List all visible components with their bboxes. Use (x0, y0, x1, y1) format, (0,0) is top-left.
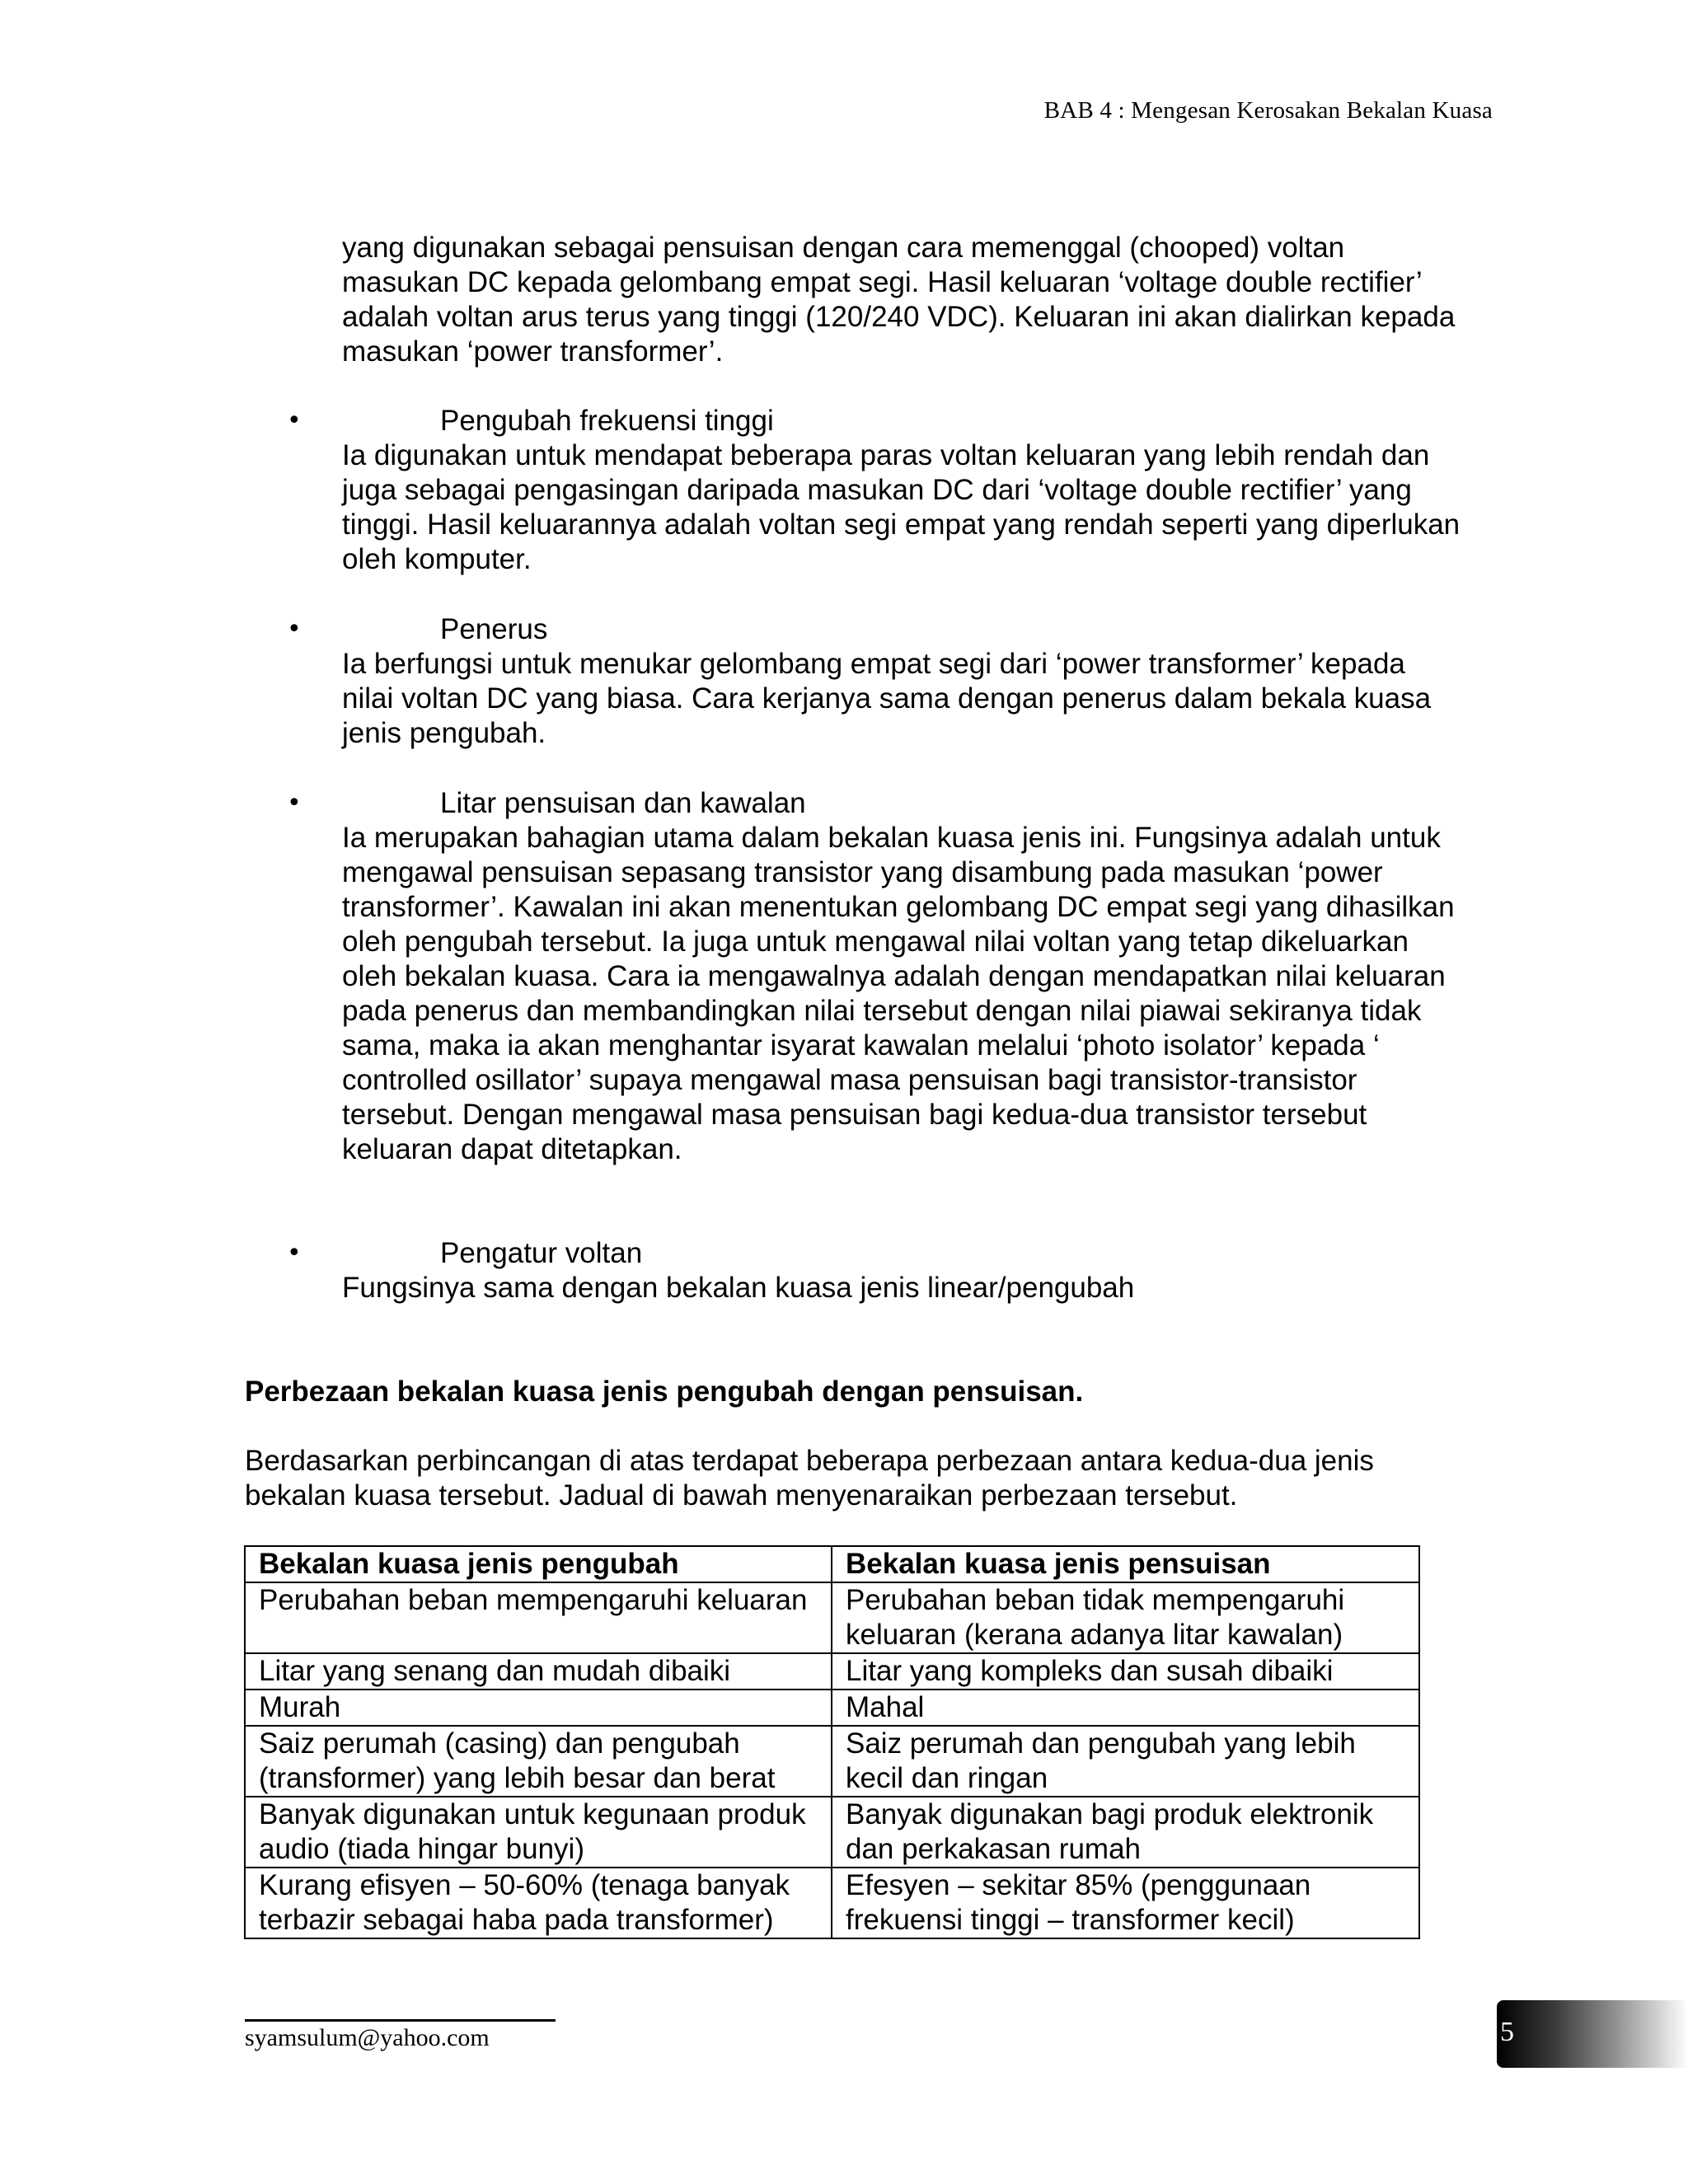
bullet-marker: • (287, 615, 302, 644)
bullet-title-pengubah-frekuensi: Pengubah frekuensi tinggi (440, 405, 774, 437)
table-header-cell: Bekalan kuasa jenis pensuisan (832, 1546, 1419, 1582)
table-cell: Litar yang senang dan mudah dibaiki (245, 1653, 832, 1690)
page-number-tab (1497, 2000, 1688, 2068)
page-number: 5 (1500, 2017, 1514, 2047)
footer-email: syamsulum@yahoo.com (245, 2024, 490, 2051)
bullet-title-litar-pensuisan: Litar pensuisan dan kawalan (440, 787, 806, 819)
table-row (245, 1797, 1419, 1868)
table-cell: Banyak digunakan bagi produk elektronik dan perkakasan rumah (832, 1797, 1419, 1868)
table-cell: Perubahan beban tidak mempengaruhi keluaran (kerana adanya litar kawalan) (832, 1582, 1419, 1653)
table-cell: Litar yang kompleks dan susah dibaiki (832, 1653, 1419, 1690)
table-header-cell: Bekalan kuasa jenis pengubah (245, 1546, 832, 1582)
bullet-text-litar-pensuisan: Ia merupakan bahagian utama dalam bekalan kuasa jenis ini. Fungsinya adalah untuk mengawal pensuisan sepasang transistor yang disambung pada masukan ‘power transformer’. Kawalan ini akan menentukan gelombang DC empat segi yang dihasilkan oleh pengubah tersebut. Ia juga untuk mengawal nilai voltan yang tetap dikeluarkan oleh bekalan kuasa. Cara ia mengawalnya adalah dengan mendapatkan nilai keluaran pada penerus dan membandingkan nilai tersebut dengan nilai piawai sekiranya tidak sama, maka ia akan menghantar isyarat kawalan melalui ‘photo isolator’ kepada ‘ controlled osillator’ supaya mengawal masa pensuisan bagi transistor-transistor tersebut. Dengan mengawal masa pensuisan bagi kedua-dua transistor tersebut keluaran dapat ditetapkan. (342, 822, 1455, 1165)
table-cell: Efesyen – sekitar 85% (penggunaan frekuensi tinggi – transformer kecil) (832, 1868, 1419, 1938)
table-cell: Saiz perumah (casing) dan pengubah (transformer) yang lebih besar dan berat (245, 1726, 832, 1797)
table-cell: Saiz perumah dan pengubah yang lebih kecil dan ringan (832, 1726, 1419, 1797)
bullet-text-penerus: Ia berfungsi untuk menukar gelombang empat segi dari ‘power transformer’ kepada nilai voltan DC yang biasa. Cara kerjanya sama dengan penerus dalam bekala kuasa jenis pengubah. (342, 648, 1432, 749)
running-header: BAB 4 : Mengesan Kerosakan Bekalan Kuasa (1043, 97, 1493, 124)
bullet-marker: • (287, 406, 302, 435)
table-cell: Mahal (832, 1690, 1419, 1726)
bullet-text-pengatur-voltan: Fungsinya sama dengan bekalan kuasa jenis linear/pengubah (342, 1272, 1135, 1304)
table-row (245, 1726, 1419, 1797)
table-cell: Banyak digunakan untuk kegunaan produk audio (tiada hingar bunyi) (245, 1797, 832, 1868)
bullet-title-pengatur-voltan: Pengatur voltan (440, 1237, 643, 1269)
table-row (245, 1690, 1419, 1726)
bullet-marker: • (287, 1239, 302, 1268)
bullet-text-pengubah-frekuensi: Ia digunakan untuk mendapat beberapa paras voltan keluaran yang lebih rendah dan juga sebagai pengasingan daripada masukan DC dari ‘voltage double rectifier’ yang tinggi. Hasil keluarannya adalah voltan segi empat yang rendah seperti yang diperlukan oleh komputer. (342, 439, 1461, 575)
table-cell: Murah (245, 1690, 832, 1726)
table-row (245, 1582, 1419, 1653)
footer-divider (245, 2019, 556, 2022)
intro-continuation-paragraph: yang digunakan sebagai pensuisan dengan cara memenggal (chooped) voltan masukan DC kepada gelombang empat segi. Hasil keluaran ‘voltage double rectifier’ adalah voltan arus terus yang tinggi (120/240 VDC). Keluaran ini akan dialirkan kepada masukan ‘power transformer’. (342, 232, 1456, 368)
table-row (245, 1868, 1419, 1938)
table-row (245, 1653, 1419, 1690)
section-heading: Perbezaan bekalan kuasa jenis pengubah dengan pensuisan. (245, 1376, 1084, 1408)
bullet-title-penerus: Penerus (440, 613, 548, 645)
bullet-marker: • (287, 789, 302, 818)
section-intro-paragraph: Berdasarkan perbincangan di atas terdapat beberapa perbezaan antara kedua-dua jenis bekalan kuasa tersebut. Jadual di bawah menyenaraikan perbezaan tersebut. (245, 1445, 1374, 1511)
table-header-row (245, 1546, 1419, 1582)
table-cell: Perubahan beban mempengaruhi keluaran (245, 1582, 832, 1653)
table-cell: Kurang efisyen – 50-60% (tenaga banyak terbazir sebagai haba pada transformer) (245, 1868, 832, 1938)
comparison-table (244, 1545, 1420, 1939)
